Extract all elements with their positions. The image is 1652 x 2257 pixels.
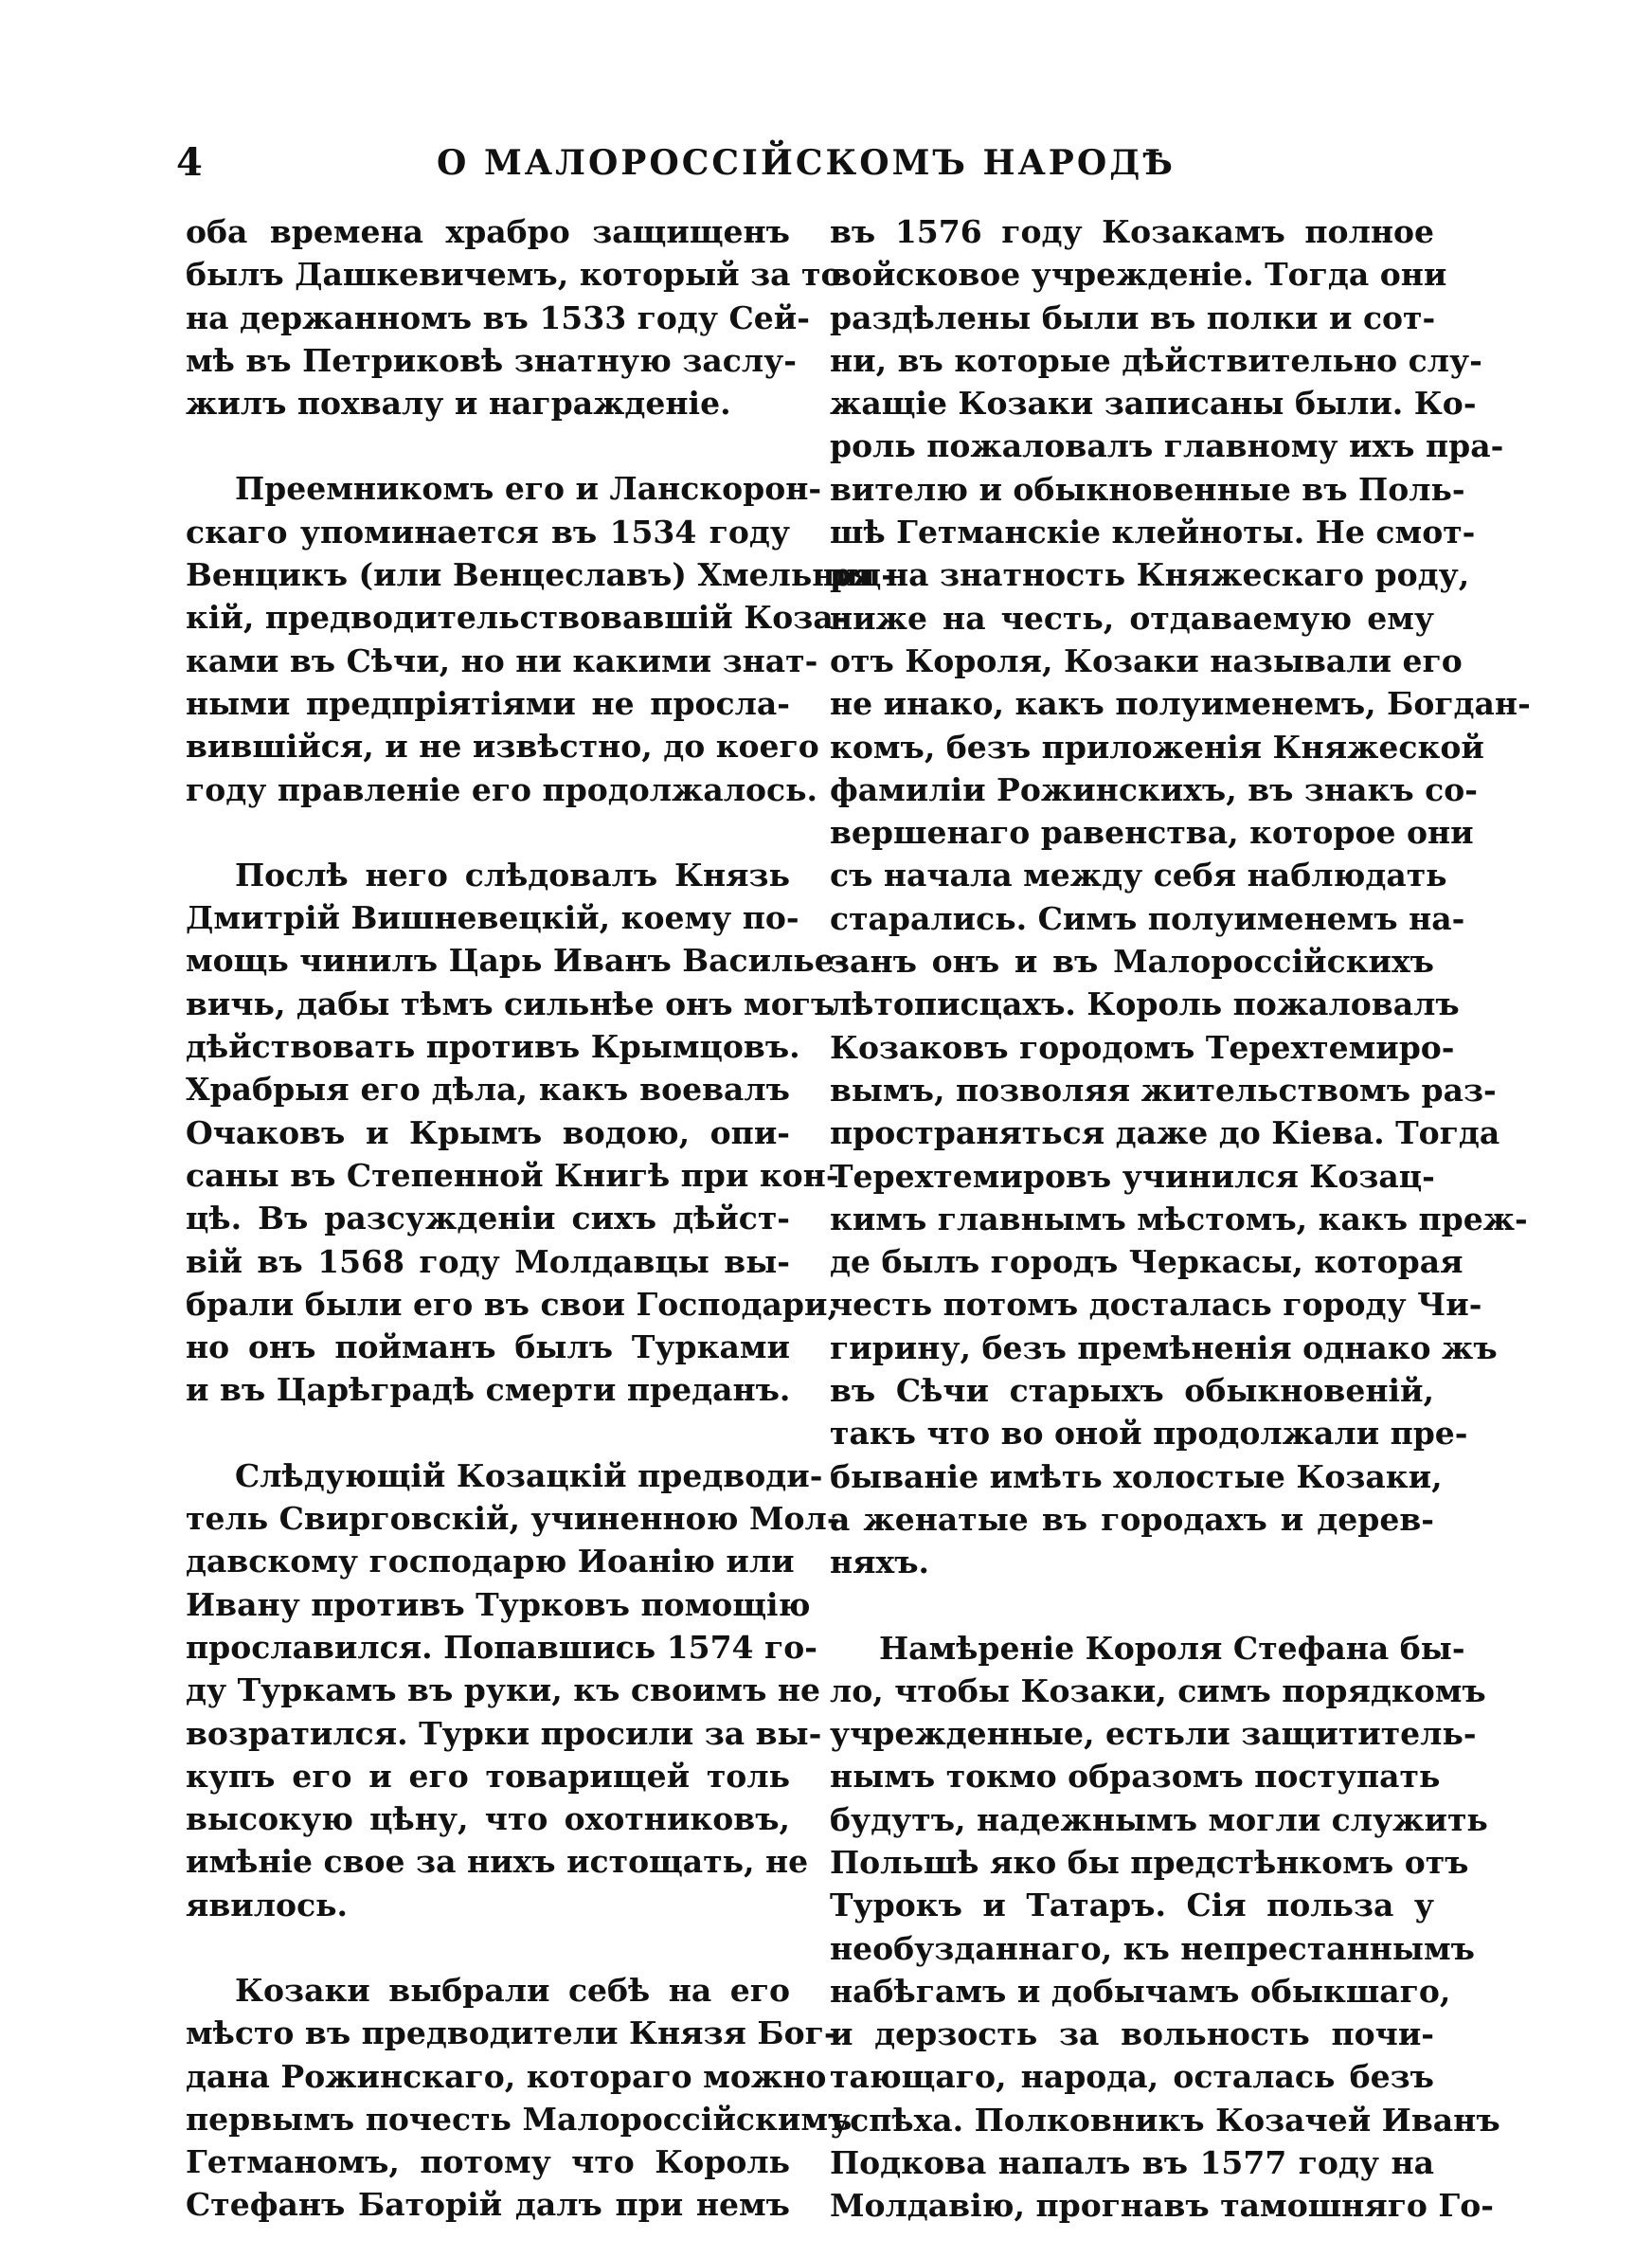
text-line: Стефанъ Баторій далъ при немъ [186,2186,790,2224]
text-line: ками въ Сѣчи, но ни какими знат- [186,641,818,679]
text-line: нымъ токмо образомъ поступать [830,1758,1441,1796]
text-line: кій, предводительствовавшій Коза- [186,599,847,637]
text-line: но онъ пойманъ былъ Турками [186,1328,790,1366]
text-line: Молдавію, прогнавъ тамошняго Го- [830,2187,1494,2225]
text-line: Послѣ него слѣдовалъ Князь [235,856,790,894]
left-paragraph-1 [186,210,842,424]
text-line: фамиліи Рожинскихъ, въ знакъ со- [830,770,1478,808]
page-number: 4 [176,140,203,185]
text-line: комъ, безъ приложенія Княжеской [830,728,1484,766]
text-line: цѣ. Въ разсужденіи сихъ дѣйст- [186,1200,790,1237]
text-line: Польшѣ яко бы предстѣнкомъ отъ [830,1843,1469,1881]
text-line: честь потомъ досталась городу Чи- [830,1286,1482,1324]
text-line: шѣ Гетманскіе клейноты. Не смот- [830,514,1476,551]
text-line: Козаковъ городомъ Терехтемиро- [830,1028,1455,1066]
text-line: Очаковъ и Крымъ водою, опи- [186,1113,790,1151]
text-line: Намѣреніе Короля Стефана бы- [879,1629,1465,1667]
text-line: жилъ похвалу и награжденіе. [186,385,731,423]
text-line: Ивану противъ Турковъ помощію [186,1585,811,1623]
text-line: войсковое учрежденіе. Тогда они [830,256,1447,294]
text-line: былъ Дашкевичемъ, который за то [186,256,842,294]
text-line: Храбрыя его дѣла, какъ воевалъ [186,1071,790,1109]
text-line: скаго упоминается въ 1534 году [186,513,790,551]
text-line: Гетманомъ, потому что Король [186,2143,790,2181]
text-line: явилось. [186,1886,349,1923]
text-line: ни, въ которые дѣйствительно слу- [830,341,1482,379]
text-line: вичь, дабы тѣмъ сильнѣе онъ могъ [186,984,835,1022]
text-line: будутъ, надежнымъ могли служить [830,1800,1488,1838]
text-line: ря на знатность Княжескаго роду, [830,556,1470,594]
text-line: вій въ 1568 году Молдавцы вы- [186,1242,790,1280]
text-line: жащіе Козаки записаны были. Ко- [830,385,1477,423]
text-line: де былъ городъ Черкасы, которая [830,1243,1463,1281]
left-paragraph-3 [186,854,848,1412]
text-line: первымъ почесть Малороссійскимъ [186,2100,853,2138]
text-line: имѣніе свое за нихъ истощать, не [186,1843,809,1881]
text-line: учрежденные, естьли защититель- [830,1715,1477,1753]
text-line: оба времена храбро защищенъ [186,213,790,250]
text-line: въ Сѣчи старыхъ обыкновеній, [830,1372,1434,1410]
text-line: и дерзость за вольность почи- [830,2015,1434,2053]
right-paragraph-1 [830,210,1531,1584]
text-line: ниже на честь, отдаваемую ему [830,599,1434,637]
text-line: такъ что во оной продолжали пре- [830,1415,1468,1453]
text-line: ду Туркамъ въ руки, къ своимъ не [186,1671,821,1709]
text-line: Венцикъ (или Венцеславъ) Хмельниц- [186,556,894,594]
text-line: отъ Короля, Козаки называли его [830,641,1463,679]
text-line: раздѣлены были въ полки и сот- [830,298,1436,336]
text-line: брали были его въ свои Господари, [186,1285,838,1323]
text-line: бываніе имѣть холостые Козаки, [830,1457,1443,1495]
text-line: гирину, безъ премѣненія однако жъ [830,1328,1498,1366]
text-line: Козаки выбрали себѣ на его [235,1971,790,2009]
text-line: въ 1576 году Козакамъ полное [830,213,1434,250]
text-line: а женатые въ городахъ и дерев- [830,1500,1434,1538]
text-line: няхъ. [830,1544,930,1581]
page-header [176,135,1436,191]
text-line: мѣ въ Петриковѣ знатную заслу- [186,341,797,379]
text-line: не инако, какъ полуименемъ, Богдан- [830,685,1531,723]
text-line: вершенаго равенства, которое они [830,814,1474,852]
text-line: ло, чтобы Козаки, симъ порядкомъ [830,1671,1486,1709]
text-line: кимъ главнымъ мѣстомъ, какъ преж- [830,1200,1528,1237]
left-paragraph-5 [186,1969,853,2227]
text-line: необузданнаго, къ непрестаннымъ [830,1929,1475,1967]
right-paragraph-2 [830,1627,1500,2228]
text-line: на держанномъ въ 1533 году Сей- [186,298,810,336]
text-line: Турокъ и Татаръ. Сія польза у [830,1887,1434,1924]
text-line: набѣгамъ и добычамъ обыкшаго, [830,1972,1451,2010]
left-paragraph-4 [186,1454,840,1926]
text-line: старались. Симъ полуименемъ на- [830,899,1465,937]
text-line: съ начала между себя наблюдать [830,857,1447,894]
text-line: пространяться даже до Кіева. Тогда [830,1114,1500,1152]
text-line: занъ онъ и въ Малороссійскихъ [830,943,1434,981]
text-line: и въ Царѣградѣ смерти преданъ. [186,1371,791,1409]
text-line: Подкова напалъ въ 1577 году на [830,2144,1434,2182]
text-line: саны въ Степенной Книгѣ при кон- [186,1156,839,1194]
text-line: дѣйствовать противъ Крымцовъ. [186,1028,800,1066]
text-line: вымъ, позволяя жительствомъ раз- [830,1071,1497,1109]
text-line: Дмитрій Вишневецкій, коему по- [186,899,799,937]
text-line: году правленіе его продолжалось. [186,770,818,808]
text-line: лѣтописцахъ. Король пожаловалъ [830,985,1460,1023]
text-line: Слѣдующій Козацкій предводи- [235,1456,823,1494]
text-line: Терехтемировъ учинился Козац- [830,1157,1435,1195]
text-line: вившійся, и не извѣстно, до коего [186,728,819,766]
text-line: тель Свирговскій, учиненною Мол- [186,1500,840,1538]
text-line: роль пожаловалъ главному ихъ пра- [830,427,1504,465]
text-line: тающаго, народа, осталась безъ [830,2058,1434,2096]
text-line: мѣсто въ предводители Князя Бог- [186,2014,837,2052]
running-title: О МАЛОРОССІЙСКОМЪ НАРОДѢ [437,143,1176,183]
text-line: прославился. Попавшись 1574 го- [186,1628,817,1666]
left-paragraph-2 [186,467,894,810]
text-line: вителю и обыкновенные въ Поль- [830,470,1465,508]
text-line: купъ его и его товарищей толь [186,1757,790,1795]
right-column [830,210,1531,2228]
text-line: давскому господарю Иоанію или [186,1543,795,1580]
text-line: успѣха. Полковникъ Козачей Иванъ [830,2101,1500,2139]
text-line: высокую цѣну, что охотниковъ, [186,1800,790,1838]
text-line: мощь чинилъ Царь Иванъ Васильe- [186,942,848,980]
text-line: дана Рожинскаго, котораго можно [186,2057,827,2095]
text-line: ными предпріятіями не просла- [186,684,790,722]
text-line: возратился. Турки просили за вы- [186,1714,822,1752]
text-line: Преемникомъ его и Ланскорон- [235,470,822,508]
